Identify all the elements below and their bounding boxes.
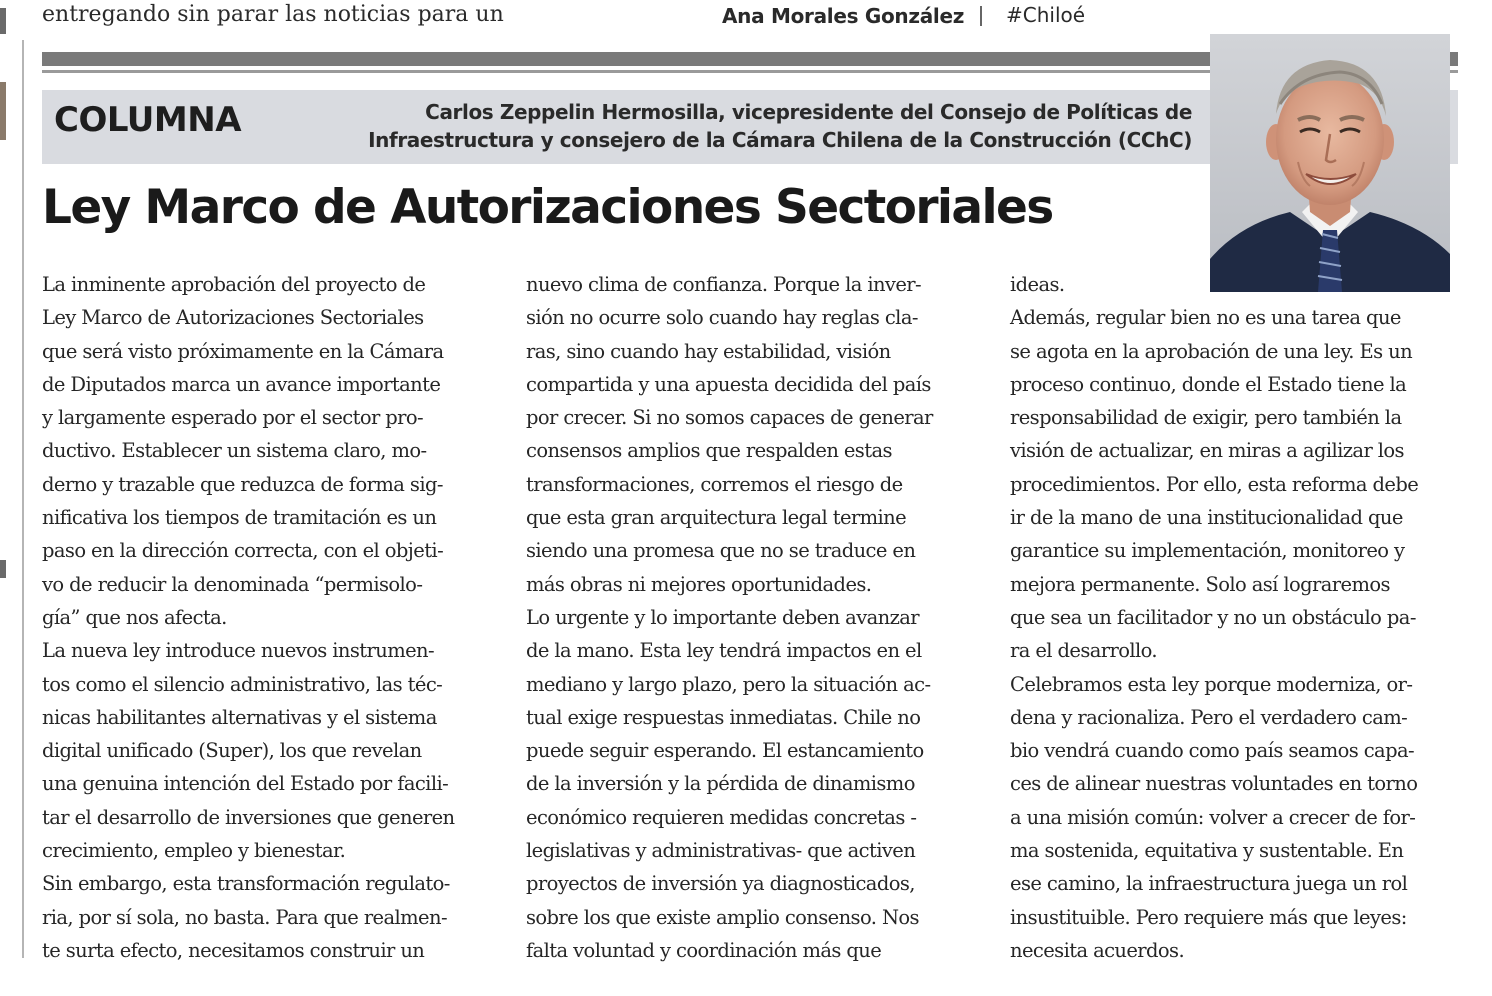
byline-line: Infraestructura y consejero de la Cámara Chilena de la Construcción (CChC) [368,128,1192,152]
section-label: COLUMNA [54,100,242,140]
text-line: a una misión común: volver a crecer de for- [1010,805,1416,829]
text-line: sión no ocurre solo cuando hay reglas cla- [526,306,918,330]
article-column-1 [42,268,497,967]
article-column-2 [526,268,986,967]
article-headline: Ley Marco de Autorizaciones Sectoriales [42,180,1053,235]
text-line: ra el desarrollo. [1010,639,1158,663]
text-line: garantice su implementación, monitoreo y [1010,539,1405,563]
text-line: gía” que nos afecta. [42,605,227,629]
text-line: proceso continuo, donde el Estado tiene la [1010,372,1407,396]
text-line: que sea un facilitador y no un obstáculo pa- [1010,605,1416,629]
text-line: Ley Marco de Autorizaciones Sectoriales [42,306,424,330]
text-line: te surta efecto, necesitamos construir un [42,938,425,962]
text-line: legislativas y administrativas- que activen [526,839,916,863]
text-line: digital unificado (Super), los que revelan [42,739,422,763]
text-line: tual exige respuestas inmediatas. Chile no [526,705,921,729]
text-line: proyectos de inversión ya diagnosticados, [526,872,915,896]
text-line: y largamente esperado por el sector pro- [42,406,424,430]
text-line: falta voluntad y coordinación más que [526,938,882,962]
text-line: nificativa los tiempos de tramitación es un [42,506,437,530]
text-line: bio vendrá cuando como país seamos capa- [1010,739,1414,763]
text-line: responsabilidad de exigir, pero también la [1010,406,1402,430]
left-edge-mark [0,560,6,578]
text-line: económico requieren medidas concretas - [526,805,917,829]
text-line: Celebramos esta ley porque moderniza, or- [1010,672,1413,696]
previous-article-hashtag: #Chiloé [1006,3,1086,27]
article-column-3 [1010,268,1460,967]
previous-article-author: Ana Morales González [722,4,965,28]
text-line: de la inversión y la pérdida de dinamismo [526,772,915,796]
previous-article-strip [0,0,1492,36]
text-line: paso en la dirección correcta, con el objeti- [42,539,444,563]
text-line: compartida y una apuesta decidida del país [526,372,931,396]
text-line: que será visto próximamente en la Cámara [42,339,444,363]
text-line: dena y racionaliza. Pero el verdadero cam- [1010,705,1408,729]
text-line: ese camino, la infraestructura juega un rol [1010,872,1408,896]
author-portrait-illustration [1210,34,1450,292]
text-line: de la mano. Esta ley tendrá impactos en el [526,639,922,663]
text-line: ductivo. Establecer un sistema claro, mo- [42,439,427,463]
text-line: La inminente aprobación del proyecto de [42,273,426,296]
text-line: se agota en la aprobación de una ley. Es un [1010,339,1413,363]
text-line: ma sostenida, equitativa y sustentable. En [1010,839,1404,863]
text-line: Sin embargo, esta transformación regulato- [42,872,450,896]
text-line: de Diputados marca un avance importante [42,372,441,396]
text-line: Lo urgente y lo importante deben avanzar [526,605,920,629]
text-line: ras, sino cuando hay estabilidad, visión [526,339,891,363]
text-line: insustituible. Pero requiere más que leyes: [1010,905,1407,929]
text-line: derno y trazable que reduzca de forma sig- [42,472,443,496]
text-line: mejora permanente. Solo así lograremos [1010,572,1390,596]
text-line: ria, por sí sola, no basta. Para que realmen- [42,905,447,929]
text-line: más obras ni mejores oportunidades. [526,572,872,596]
byline [368,98,1192,154]
text-line: tos como el silencio administrativo, las téc- [42,672,443,696]
top-divider [980,6,982,26]
text-line: sobre los que existe amplio consenso. Nos [526,905,919,929]
text-line: procedimientos. Por ello, esta reforma debe [1010,472,1419,496]
previous-article-text: entregando sin parar las noticias para un [42,2,504,27]
text-line: consensos amplios que respalden estas [526,439,892,463]
text-line: por crecer. Si no somos capaces de generar [526,406,933,430]
text-line: nuevo clima de confianza. Porque la inver- [526,273,921,296]
text-line: ideas. [1010,273,1065,296]
text-line: una genuina intención del Estado por facili- [42,772,449,796]
text-line: Además, regular bien no es una tarea que [1010,306,1401,330]
text-line: ces de alinear nuestras voluntades en torno [1010,772,1418,796]
left-edge-mark [0,82,6,140]
author-portrait [1210,34,1450,292]
text-line: transformaciones, corremos el riesgo de [526,472,903,496]
text-line: puede seguir esperando. El estancamiento [526,739,924,763]
text-line: vo de reducir la denominada “permisolo- [42,572,423,596]
text-line: siendo una promesa que no se traduce en [526,539,916,563]
text-line: mediano y largo plazo, pero la situación ac- [526,672,931,696]
text-line: necesita acuerdos. [1010,938,1185,962]
text-line: crecimiento, empleo y bienestar. [42,839,346,863]
text-line: tar el desarrollo de inversiones que generen [42,805,455,829]
text-line: La nueva ley introduce nuevos instrumen- [42,639,434,663]
byline-line: Carlos Zeppelin Hermosilla, vicepresidente del Consejo de Políticas de [425,100,1192,124]
text-line: nicas habilitantes alternativas y el sistema [42,705,437,729]
text-line: que esta gran arquitectura legal termine [526,506,907,530]
text-line: ir de la mano de una institucionalidad que [1010,506,1403,530]
text-line: visión de actualizar, en miras a agilizar los [1010,439,1404,463]
left-gutter-rule [22,40,24,958]
